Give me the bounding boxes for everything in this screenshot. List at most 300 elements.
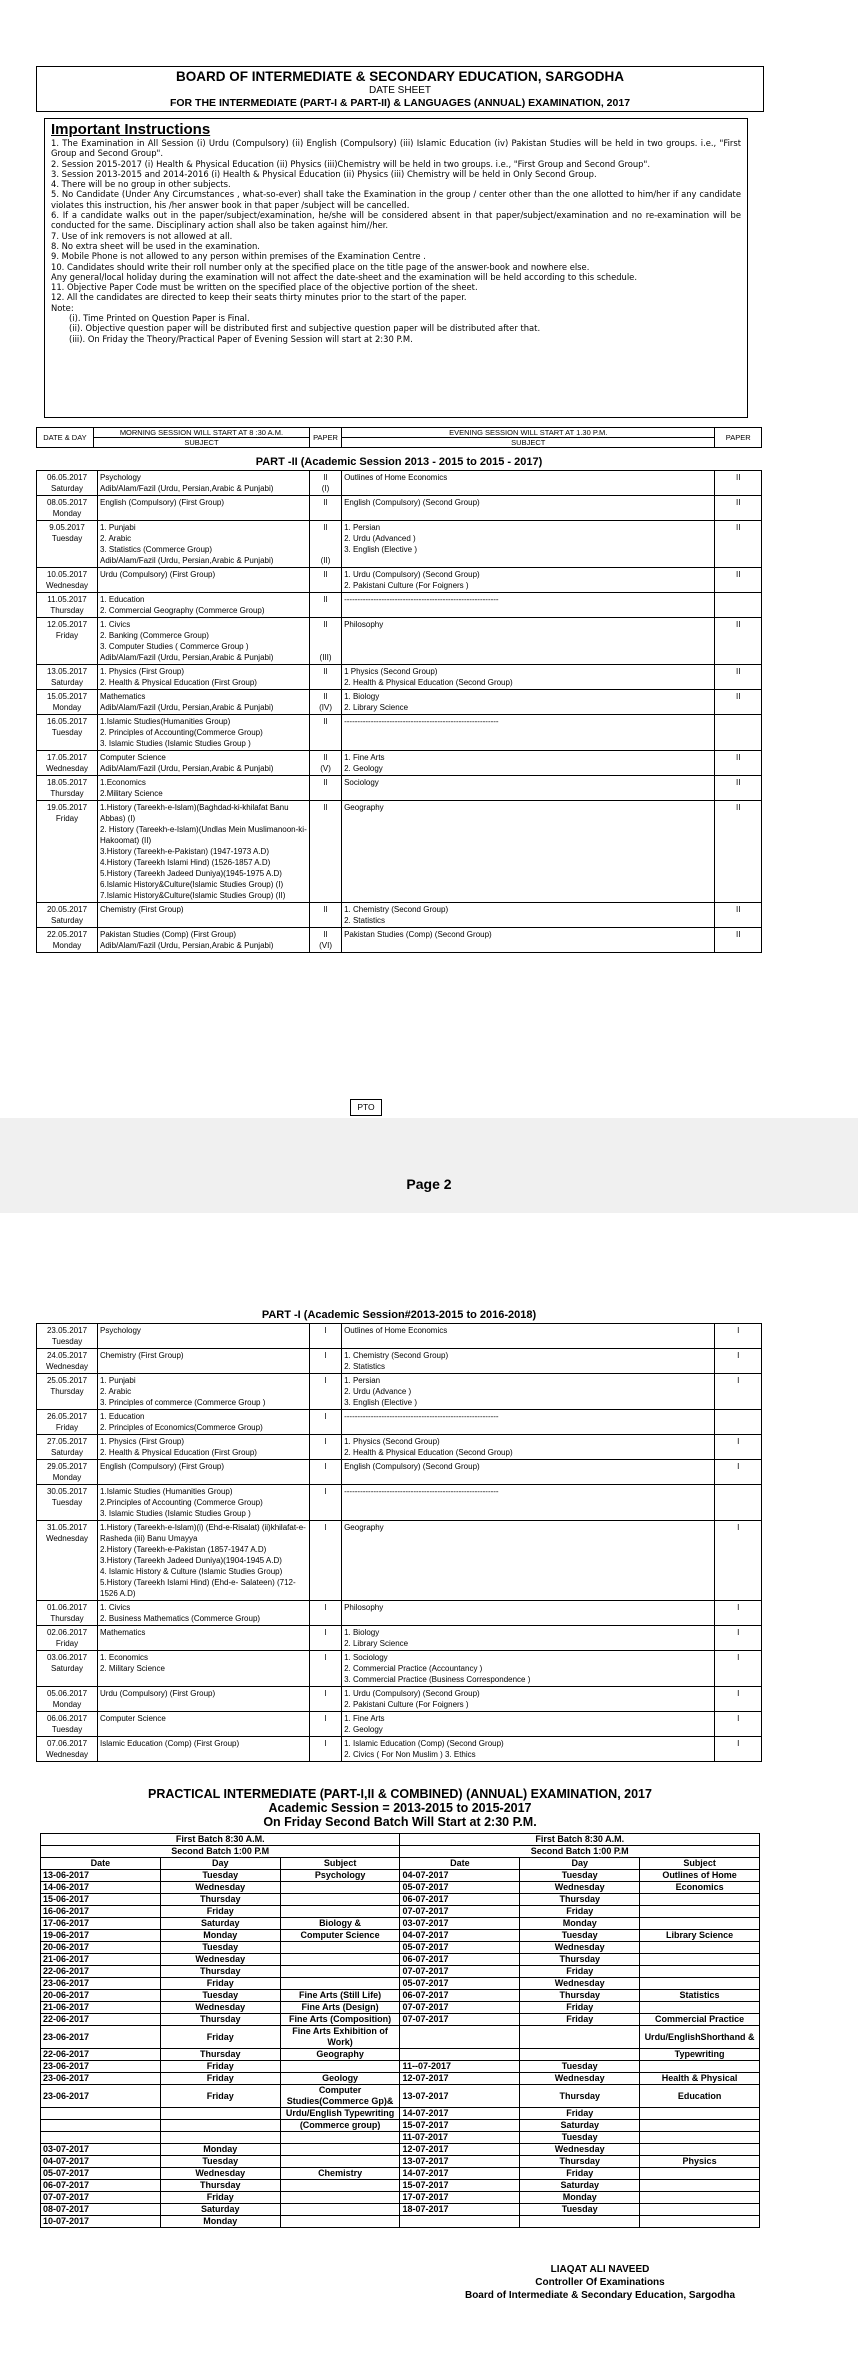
practical-date: 04-07-2017 (400, 1930, 520, 1942)
practical-subject (280, 2144, 400, 2156)
instructions-box (44, 118, 748, 418)
practical-subject (640, 2204, 760, 2216)
subject-line: Mathematics (100, 1628, 146, 1637)
morning-subject-cell (98, 1737, 310, 1762)
practical-day: Friday (160, 2192, 280, 2204)
practical-row (41, 1894, 760, 1906)
subject-line: 1. Civics (100, 1603, 131, 1612)
practical-date: 14-06-2017 (41, 1882, 161, 1894)
practical-subject (640, 2002, 760, 2014)
paper-cell: II (310, 665, 342, 690)
subject-line: English (Compulsory) (Second Group) (344, 1462, 480, 1471)
practical-day: Friday (160, 2061, 280, 2073)
col-date-right: Date (400, 1858, 520, 1870)
subject-line: 6.Islamic History&Culture(Islamic Studies Group) (I) (100, 880, 284, 889)
date-cell (37, 776, 98, 801)
part2-title: PART -II (Academic Session 2013 - 2015 to 2015 - 2017) (255, 456, 543, 468)
subject-line: 2.Principles of Accounting (Commerce Group) (100, 1498, 263, 1507)
practical-day: Tuesday (520, 2132, 640, 2144)
subject-line: 1.Islamic Studies(Humanities Group) (100, 717, 231, 726)
date-cell (37, 496, 98, 521)
paper-header: PAPER (310, 428, 342, 448)
subject-line: 1. Fine Arts (344, 753, 385, 762)
morning-subject-cell (98, 903, 310, 928)
practical-row (41, 1870, 760, 1882)
practical-subject (280, 1882, 400, 1894)
evening-subject-cell (342, 618, 715, 665)
practical-date: 23-06-2017 (41, 1978, 161, 1990)
exam-date: 24.05.2017 (46, 1351, 88, 1360)
subject-line: Chemistry (First Group) (100, 1351, 184, 1360)
notes-list (51, 313, 741, 344)
subject-line: Sociology (344, 778, 379, 787)
practical-day: Tuesday (520, 2204, 640, 2216)
practical-date: 22-06-2017 (41, 2014, 161, 2026)
instruction-line: 5. No Candidate (Under Any Circumstances , what-so-ever) shall take the Examination in the group / center other than the one allotted to him/her if any candidate violates this instruction, his /her answer book in that paper /subject will be cancelled. (51, 189, 741, 210)
subject-line: 1. Punjabi (100, 1376, 136, 1385)
instruction-line: Note: (51, 302, 74, 313)
table-row (37, 1324, 762, 1349)
evening-subject-cell (342, 1349, 715, 1374)
morning-subject-cell (98, 928, 310, 953)
paper-header-2: PAPER (715, 428, 762, 448)
practical-row (41, 2132, 760, 2144)
practical-row (41, 1942, 760, 1954)
practical-day: Friday (160, 2026, 280, 2049)
practical-date: 08-07-2017 (41, 2204, 161, 2216)
date-cell (37, 751, 98, 776)
exam-date: 12.05.2017 (46, 620, 88, 629)
subject-line: 4.History (Tareekh Islami Hind) (1526-1857 A.D) (100, 858, 271, 867)
exam-date: 02.06.2017 (46, 1628, 88, 1637)
exam-date: 31.05.2017 (46, 1523, 88, 1532)
exam-date: 27.05.2017 (46, 1437, 88, 1446)
instruction-line: 9. Mobile Phone is not allowed to any person within premises of the Examination Centre . (51, 251, 426, 262)
practical-date: 18-07-2017 (400, 2204, 520, 2216)
exam-day: Friday (55, 631, 79, 640)
practical-subject (640, 2108, 760, 2120)
exam-day: Friday (55, 1423, 79, 1432)
exam-date: 19.05.2017 (46, 803, 88, 812)
subject-line: 3.History (Tareekh-e-Pakistan) (1947-1973 A.D) (100, 847, 269, 856)
exam-day: Thursday (50, 1614, 84, 1623)
date-cell (37, 471, 98, 496)
practical-subject (280, 2204, 400, 2216)
practical-day: Wednesday (160, 1954, 280, 1966)
practical-subject (640, 1942, 760, 1954)
table-row (37, 1601, 762, 1626)
paper-cell: I (310, 1712, 342, 1737)
evening-subject-cell (342, 1485, 715, 1521)
exam-date: 25.05.2017 (46, 1376, 88, 1385)
practical-row (41, 2085, 760, 2108)
practical-subject: Chemistry (280, 2168, 400, 2180)
signatory-title: Controller Of Examinations (535, 2277, 665, 2288)
date-cell (37, 593, 98, 618)
subject-line: Chemistry (First Group) (100, 905, 184, 914)
subject-line: 2. Geology (344, 1725, 383, 1734)
subject-line: ---------------------------------------------------------- (344, 717, 499, 726)
exam-day: Saturday (50, 1448, 84, 1457)
instruction-line: 1. The Examination in All Session (i) Urdu (Compulsory) (ii) English (Compulsory) (iii) Islamic Education (iv) Pakistan Studies will be held in two groups. i.e., "First Group and Second Group". (51, 138, 741, 159)
practical-date: 04-07-2017 (400, 1870, 520, 1882)
exam-date: 20.05.2017 (46, 905, 88, 914)
exam-day: Wednesday (45, 1534, 89, 1543)
practical-subject (280, 1978, 400, 1990)
paper-cell: I (310, 1651, 342, 1687)
morning-subject-cell (98, 496, 310, 521)
first-batch-label-right: First Batch 8:30 A.M. (400, 1834, 760, 1846)
paper-cell-2: II (715, 776, 762, 801)
subject-line: Adib/Alam/Fazil (Urdu, Persian,Arabic & Punjabi) (100, 556, 274, 565)
date-cell (37, 665, 98, 690)
practical-date: 22-06-2017 (41, 2049, 161, 2061)
board-name: BOARD OF INTERMEDIATE & SECONDARY EDUCATION, SARGODHA (175, 69, 624, 84)
exam-date: 06.06.2017 (46, 1714, 88, 1723)
page-1 (0, 0, 858, 1118)
practical-date: 07-07-2017 (400, 1906, 520, 1918)
paper-cell-2 (715, 1485, 762, 1521)
morning-subject-cell (98, 1410, 310, 1435)
subject-line: 2. History (Tareekh-e-Islam)(Undlas Mein Muslimanoon-ki-Hakoomat) (II) (100, 825, 307, 845)
practical-subject (640, 2120, 760, 2132)
practical-day: Thursday (520, 1894, 640, 1906)
exam-day: Tuesday (51, 728, 83, 737)
practical-day: Friday (160, 1978, 280, 1990)
evening-subject-cell (342, 1460, 715, 1485)
subject-header: SUBJECT (93, 438, 309, 448)
date-cell (37, 1687, 98, 1712)
subject-line: 2. Arabic (100, 534, 132, 543)
morning-subject-cell (98, 1485, 310, 1521)
paper-cell-2: I (715, 1737, 762, 1762)
practical-day: Monday (160, 2144, 280, 2156)
subject-line: 1.History (Tareekh-e-Islam)(Baghdad-ki-khilafat Banu Abbas) (I) (100, 803, 289, 823)
practical-subject (280, 1954, 400, 1966)
subject-line: Islamic Education (Comp) (First Group) (100, 1739, 240, 1748)
practical-row (41, 2156, 760, 2168)
col-date: Date (41, 1858, 161, 1870)
practical-date: 07-07-2017 (400, 2002, 520, 2014)
practical-subject (640, 1894, 760, 1906)
date-cell (37, 801, 98, 903)
practical-day: Thursday (160, 2014, 280, 2026)
practical-row (41, 1918, 760, 1930)
practical-day: Tuesday (160, 1870, 280, 1882)
subject-line: 2. Library Science (344, 703, 409, 712)
practical-date (41, 2108, 161, 2120)
subject-line: 1. Urdu (Compulsory) (Second Group) (344, 570, 480, 579)
paper-cell: II (I) (310, 471, 342, 496)
subject-line: 2. Library Science (344, 1639, 409, 1648)
practical-subject (640, 1954, 760, 1966)
practical-row (41, 1978, 760, 1990)
practical-date: 20-06-2017 (41, 1990, 161, 2002)
practical-row (41, 2204, 760, 2216)
subject-line: 1. Islamic Education (Comp) (Second Group) (344, 1739, 504, 1748)
practical-title-1: PRACTICAL INTERMEDIATE (PART-I,II & COMBINED) (ANNUAL) EXAMINATION, 2017 (148, 1787, 652, 1801)
practical-date: 23-06-2017 (41, 2026, 161, 2049)
exam-day: Saturday (50, 1664, 84, 1673)
evening-subject-cell (342, 928, 715, 953)
practical-subject: Education (640, 2085, 760, 2108)
practical-row (41, 1882, 760, 1894)
paper-cell: II (310, 903, 342, 928)
subject-line: 2.History (Tareekh-e-Pakistan (1857-1947 A.D) (100, 1545, 267, 1554)
subject-line: Computer Science (100, 753, 166, 762)
practical-date: 06-07-2017 (400, 1894, 520, 1906)
paper-cell-2: I (715, 1460, 762, 1485)
subject-header-2: SUBJECT (342, 438, 715, 448)
morning-subject-cell (98, 568, 310, 593)
subject-line: Mathematics (100, 692, 146, 701)
practical-day: Wednesday (520, 1942, 640, 1954)
evening-subject-cell (342, 903, 715, 928)
practical-day: Tuesday (160, 1990, 280, 2002)
table-row (37, 1626, 762, 1651)
practical-row (41, 2192, 760, 2204)
evening-subject-cell (342, 665, 715, 690)
paper-cell: I (310, 1324, 342, 1349)
subject-line: 3. Computer Studies ( Commerce Group ) (100, 642, 249, 651)
subject-line: ---------------------------------------------------------- (344, 1487, 499, 1496)
practical-subject (280, 1894, 400, 1906)
evening-subject-cell (342, 1626, 715, 1651)
practical-date: 14-07-2017 (400, 2168, 520, 2180)
paper-cell-2: II (715, 801, 762, 903)
practical-subject (280, 1966, 400, 1978)
exam-day: Friday (55, 814, 79, 823)
practical-subject: Statistics (640, 1990, 760, 2002)
subject-line: 2. Arabic (100, 1387, 132, 1396)
date-cell (37, 1737, 98, 1762)
evening-subject-cell (342, 801, 715, 903)
practical-row (41, 2216, 760, 2228)
practical-row (41, 2026, 760, 2049)
subject-line: 2. Pakistani Culture (For Foigners ) (344, 1700, 469, 1709)
subject-line: 2. Urdu (Advanced ) (344, 534, 416, 543)
practical-day: Wednesday (520, 1882, 640, 1894)
paper-cell: I (310, 1485, 342, 1521)
practical-day: Thursday (160, 2049, 280, 2061)
subject-line: English (Compulsory) (First Group) (100, 1462, 225, 1471)
practical-subject (280, 2192, 400, 2204)
practical-day: Thursday (160, 1966, 280, 1978)
morning-session-header: MORNING SESSION WILL START AT 8 :30 A.M. (93, 428, 309, 438)
practical-day: Saturday (520, 2120, 640, 2132)
subject-line: 1. Fine Arts (344, 1714, 385, 1723)
evening-subject-cell (342, 1324, 715, 1349)
practical-date: 04-07-2017 (41, 2156, 161, 2168)
morning-subject-cell (98, 776, 310, 801)
date-cell (37, 715, 98, 751)
practical-day: Monday (520, 2192, 640, 2204)
subject-line: Geography (344, 803, 384, 812)
practical-subject (280, 1942, 400, 1954)
subject-line: 2. Geology (344, 764, 383, 773)
subject-line: 1. Persian (344, 1376, 381, 1385)
practical-row (41, 2180, 760, 2192)
practical-date: 06-07-2017 (400, 1990, 520, 2002)
practical-day: Tuesday (520, 1930, 640, 1942)
subject-line: 1. Civics (100, 620, 131, 629)
practical-date: 07-07-2017 (41, 2192, 161, 2204)
table-row (37, 593, 762, 618)
paper-cell-2 (715, 715, 762, 751)
evening-subject-cell (342, 568, 715, 593)
practical-day: Thursday (160, 2180, 280, 2192)
paper-cell-2: II (715, 751, 762, 776)
practical-day: Wednesday (160, 2002, 280, 2014)
subject-line: Philosophy (344, 620, 384, 629)
practical-date: 05-07-2017 (400, 1978, 520, 1990)
table-row (37, 751, 762, 776)
subject-line: Philosophy (344, 1603, 384, 1612)
exam-date: 06.05.2017 (46, 473, 88, 482)
subject-line: 2. Principles of Economics(Commerce Group) (100, 1423, 263, 1432)
practical-day: Thursday (520, 2156, 640, 2168)
practical-date: 11-07-2017 (400, 2132, 520, 2144)
paper-cell: II (310, 568, 342, 593)
practical-subject: Typewriting (640, 2049, 760, 2061)
practical-day: Monday (160, 2216, 280, 2228)
exam-day: Thursday (50, 789, 84, 798)
session-header (36, 427, 762, 448)
practical-subject (640, 1966, 760, 1978)
exam-date: 13.05.2017 (46, 667, 88, 676)
note-line: (iii). On Friday the Theory/Practical Paper of Evening Session will start at 2:30 P.M. (69, 333, 413, 344)
exam-day: Monday (52, 1700, 82, 1709)
practical-title-2: Academic Session = 2013-2015 to 2015-2017 (268, 1801, 532, 1815)
practical-day (520, 2049, 640, 2061)
exam-date: 01.06.2017 (46, 1603, 88, 1612)
subject-line: 2. Principles of Accounting(Commerce Group) (100, 728, 263, 737)
col-subject-right: Subject (640, 1858, 760, 1870)
date-cell (37, 1712, 98, 1737)
exam-date: 30.05.2017 (46, 1487, 88, 1496)
table-row (37, 1349, 762, 1374)
subject-line: 5.History (Tareekh Islami Hind) (Ehd-e- Salateen) (712-1526 A.D) (100, 1578, 296, 1598)
exam-day: Tuesday (51, 1725, 83, 1734)
table-row (37, 618, 762, 665)
subject-line: 2. Business Mathematics (Commerce Group) (100, 1614, 261, 1623)
subject-line: Adib/Alam/Fazil (Urdu, Persian,Arabic & Punjabi) (100, 764, 274, 773)
subject-line: 2. Banking (Commerce Group) (100, 631, 209, 640)
subject-line: 2. Civics ( For Non Muslim ) 3. Ethics (344, 1750, 476, 1759)
practical-subject: Urdu/English Typewriting (280, 2108, 400, 2120)
table-row (37, 1651, 762, 1687)
paper-cell-2: II (715, 568, 762, 593)
paper-cell: I (310, 1460, 342, 1485)
morning-subject-cell (98, 751, 310, 776)
practical-row (41, 2108, 760, 2120)
evening-subject-cell (342, 690, 715, 715)
practical-date: 06-07-2017 (41, 2180, 161, 2192)
second-batch-label: Second Batch 1:00 P.M (41, 1846, 400, 1858)
exam-date: 16.05.2017 (46, 717, 88, 726)
paper-cell: II (VI) (310, 928, 342, 953)
subject-line: Pakistan Studies (Comp) (First Group) (100, 930, 237, 939)
practical-day: Wednesday (520, 2073, 640, 2085)
practical-date: 10-07-2017 (41, 2216, 161, 2228)
practical-row (41, 2014, 760, 2026)
practical-subject (640, 2216, 760, 2228)
paper-cell-2: I (715, 1521, 762, 1601)
morning-subject-cell (98, 618, 310, 665)
practical-date: 11--07-2017 (400, 2061, 520, 2073)
practical-date: 15-07-2017 (400, 2120, 520, 2132)
exam-day: Saturday (50, 678, 84, 687)
morning-subject-cell (98, 1521, 310, 1601)
subject-line: 2. Statistics (344, 1362, 385, 1371)
practical-day: Thursday (520, 2085, 640, 2108)
date-cell (37, 618, 98, 665)
instruction-line: 4. There will be no group in other subjects. (51, 179, 231, 190)
practical-row (41, 1954, 760, 1966)
date-cell (37, 1435, 98, 1460)
practical-day: Thursday (520, 1954, 640, 1966)
table-row (37, 903, 762, 928)
practical-day: Monday (520, 1918, 640, 1930)
practical-subject (280, 2180, 400, 2192)
practical-subject (640, 1918, 760, 1930)
paper-cell: I (310, 1626, 342, 1651)
date-cell (37, 1485, 98, 1521)
paper-cell-2: I (715, 1651, 762, 1687)
exam-day: Wednesday (45, 1750, 89, 1759)
practical-subject: Fine Arts (Still Life) (280, 1990, 400, 2002)
practical-subject: Fine Arts (Design) (280, 2002, 400, 2014)
exam-date: 03.06.2017 (46, 1653, 88, 1662)
document-header (36, 66, 764, 112)
practical-date: 23-06-2017 (41, 2061, 161, 2073)
practical-subject (280, 1906, 400, 1918)
practical-day: Saturday (160, 1918, 280, 1930)
document-type: DATE SHEET (368, 85, 432, 96)
subject-line: Adib/Alam/Fazil (Urdu, Persian,Arabic & Punjabi) (100, 703, 274, 712)
paper-cell-2: II (715, 665, 762, 690)
paper-cell-2: II (715, 903, 762, 928)
morning-subject-cell (98, 1626, 310, 1651)
evening-subject-cell (342, 776, 715, 801)
subject-line: 3. Islamic Studies (Islamic Studies Group ) (100, 1509, 251, 1518)
practical-subject (640, 2180, 760, 2192)
subject-line: 7.Islamic History&Culture(Islamic Studies Group) (II) (100, 891, 286, 900)
date-cell (37, 903, 98, 928)
date-cell (37, 928, 98, 953)
practical-day: Friday (520, 2168, 640, 2180)
subject-line: 3. Statistics (Commerce Group) (100, 545, 213, 554)
exam-day: Thursday (50, 606, 84, 615)
date-cell (37, 1626, 98, 1651)
practical-day: Saturday (520, 2180, 640, 2192)
practical-day: Tuesday (520, 1870, 640, 1882)
practical-table (40, 1833, 760, 2228)
evening-subject-cell (342, 1410, 715, 1435)
practical-day: Friday (160, 2073, 280, 2085)
paper-cell-2: I (715, 1349, 762, 1374)
subject-line: 2. Pakistani Culture (For Foigners ) (344, 581, 469, 590)
subject-line: Adib/Alam/Fazil (Urdu, Persian,Arabic & Punjabi) (100, 484, 274, 493)
practical-day (160, 2120, 280, 2132)
morning-subject-cell (98, 1324, 310, 1349)
practical-date: 06-07-2017 (400, 1954, 520, 1966)
practical-subject (640, 1978, 760, 1990)
col-subject: Subject (280, 1858, 400, 1870)
table-row (37, 665, 762, 690)
exam-day: Wednesday (45, 1362, 89, 1371)
morning-subject-cell (98, 521, 310, 568)
